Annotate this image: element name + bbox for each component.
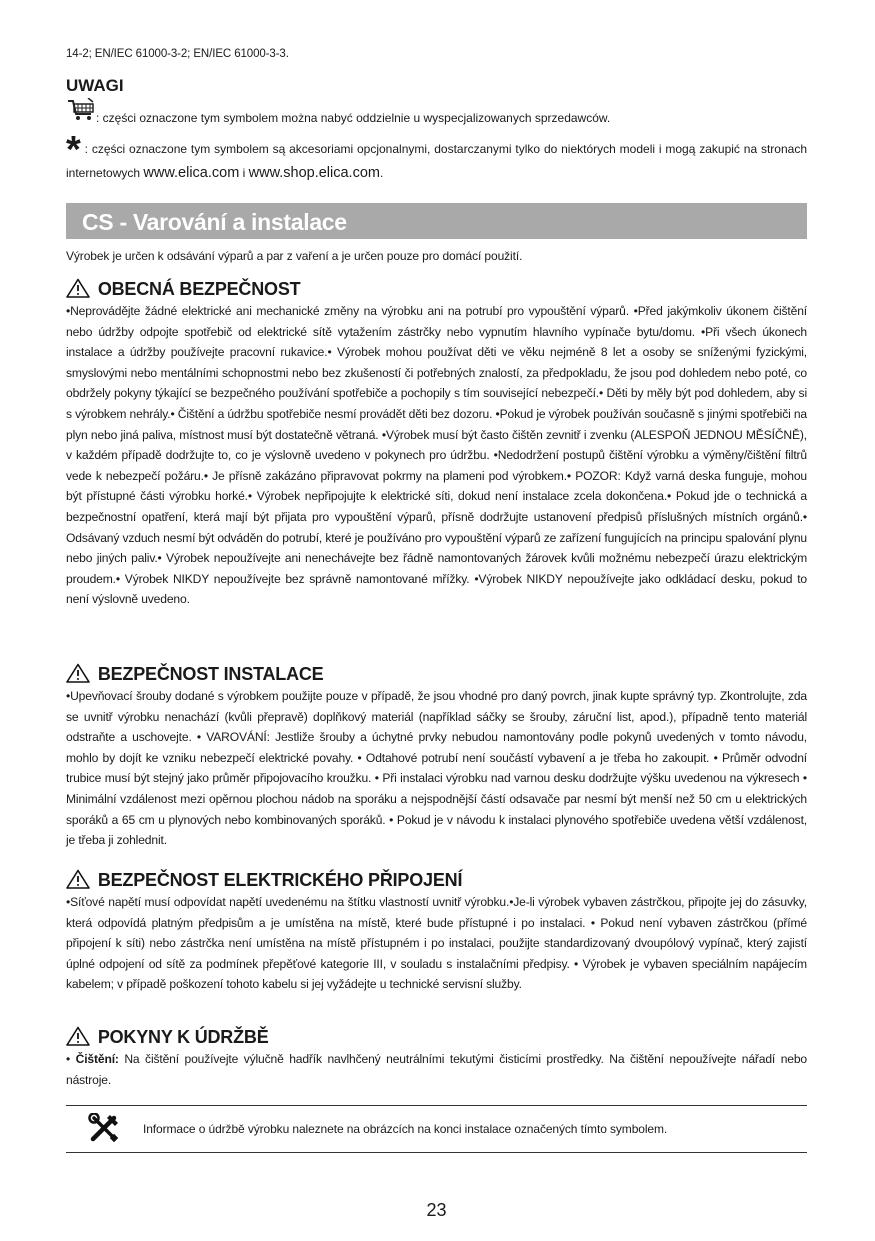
general-safety-text: •Neprovádějte žádné elektrické ani mechanické změny na výrobku ani na potrubí pro vypouštění výparů. •Před jakýmkoliv úkonem čištění nebo údržby odpojte spotřebič od elektrické sítě vytažením zástrčky nebo vypnutím hlavního vypínače bytu/domu. •Při všech úkonech instalace a údržby používejte pracovní rukavice.• Výrobek mohou používat děti ve věku nejméně 8 let a osoby se sníženými fyzickými, smyslovými nebo mentálními schopnostmi nebo bez zkušeností či potřebných znalostí, za předpokladu, že jsou pod dohledem nebo poté, co obdržely pokyny týkající se bezpečného používání spotřebiče a pochopily s tím související nebezpečí.• Děti by měly být pod dohledem, aby si s výrobkem nehrály.• Čištění a údržbu spotřebiče nesmí provádět děti bez dozoru. •Pokud je výrobek používán současně s jinými spotřebiči na plyn nebo jiná paliva, místnost musí být dostatečně větraná. •Výrobek musí být často čištěn zevnitř i zvenku (ALESPOŇ JEDNOU MĚSÍČNĚ), v každém případě dodržujte to, co je výslovně uvedeno v pokynech pro údržbu. •Nedodržení postupů čištění výrobku a výměny/čištění filtrů vede k nebezpečí požáru.• Je přísně zakázáno připravovat pokrmy na plameni pod výrobkem.• POZOR: Když varná deska funguje, mohou být přístupné části výrobku horké.• Výrobek nepřipojujte k elektrické síti, dokud není instalace zcela dokončena.• Pokud jde o technická a bezpečnostní opatření, která mají být přijata pro vypouštění výparů, přísně dodržujte ustanovení předpisů příslušných místních orgánů.• Odsávaný vzduch nesmí být odváděn do potrubí, které je používáno pro vypouštění výparů ze zařízení fungujících na principu spalování plynu nebo jiných paliv.• Výrobek nepoužívejte ani nenechávejte bez řádně namontovaných žárovek kvůli možnému nebezpečí úrazu elektrickým proudem.• Výrobek NIKDY nepoužívejte bez správně namontované mřížky. •Výrobek NIKDY nepoužívejte jako odkládací desku, pokud to není výslovně uvedeno. (66, 304, 807, 607)
cleaning-text: Na čištění používejte výlučně hadřík navlhčený neutrálními tekutými čisticími prostředky. Na čištění nepoužívejte nářadí nebo nástroje. (66, 1052, 808, 1087)
install-safety-text: •Upevňovací šrouby dodané s výrobkem použijte pouze v případě, že jsou vhodné pro daný povrch, jinak kupte správný typ. Zkontrolujte, zda se uvnitř výrobku nenachází (kvůli přepravě) doplňkový materiál (například sáčky se šrouby, záruční list, apod.), případně tento materiál odstraňte a uschovejte. • VAROVÁNÍ: Jestliže šrouby a úchytné prvky nebudou namontovány podle pokynů uvedených v tomto návodu, mohlo by dojít ke vzniku nebezpečí elektrické povahy. • Odtahové potrubí není součástí vybavení a je třeba ho zakoupit. • Průměr odvodní trubice musí být stejný jako průměr připojovacího kroužku. • Při instalaci výrobku nad varnou desku dodržujte výšku uvedenou na výkresech • Minimální vzdálenost mezi opěrnou plochou nádob na sporáku a nejspodnější částí odsavače par nesmí být menší než 50 cm u elektrických sporáků a 65 cm u plynových nebo kombinovaných sporáků. • Pokud je v návodu k instalaci plynového spotřebiče uvedena větší vzdálenost, je třeba ji zohlednit. (66, 689, 807, 848)
section-title: CS - Varování a instalace (82, 209, 347, 235)
install-safety-block (66, 662, 807, 851)
shopping-cart-icon (66, 98, 96, 128)
page-number: 23 (426, 1200, 447, 1220)
warning-triangle-icon (66, 870, 98, 890)
warning-triangle-icon (66, 664, 98, 684)
maintenance-title: POKYNY K ÚDRŽBĚ (97, 1027, 269, 1047)
section-header-bar (66, 203, 807, 239)
accessory-symbol-note (66, 129, 807, 183)
electrical-safety-heading (66, 868, 807, 892)
maintenance-heading (66, 1025, 807, 1049)
shop-elica-link[interactable]: www.shop.elica.com (248, 165, 380, 181)
general-safety-heading (66, 277, 807, 301)
electrical-safety-title: BEZPEČNOST ELEKTRICKÉHO PŘIPOJENÍ (97, 870, 463, 890)
elica-link[interactable]: www.elica.com (143, 165, 240, 181)
maintenance-info-box (66, 1105, 807, 1153)
section-intro: Výrobek je určen k odsávání výparů a par z vaření a je určen pouze pro domácí použití. (66, 249, 523, 263)
electrical-safety-block (66, 868, 807, 995)
standards-note: 14-2; EN/IEC 61000-3-2; EN/IEC 61000-3-3. (66, 48, 289, 60)
link-end: . (379, 166, 384, 180)
maintenance-block (66, 1025, 807, 1090)
cart-symbol-note (66, 98, 807, 128)
install-safety-title: BEZPEČNOST INSTALACE (97, 664, 324, 684)
maintenance-text (66, 1049, 807, 1090)
maintenance-info-text: Informace o údržbě výrobku naleznete na obrázcích na konci instalace označených tímto symbolem. (143, 1122, 668, 1136)
cart-symbol-text: : części oznaczone tym symbolem można nabyć oddzielnie u wyspecjalizowanych sprzedawców. (96, 111, 611, 125)
install-safety-heading (66, 662, 807, 686)
maintenance-bullet: • (66, 1052, 76, 1066)
accessory-symbol-text: : części oznaczone tym symbolem są akcesoriami opcjonalnymi, dostarczanymi tylko do niektórych modeli i mogą zakupić na stronach internetowych (66, 142, 807, 180)
warning-triangle-icon (66, 279, 98, 299)
link-joiner: i (239, 166, 249, 180)
tools-icon (88, 1113, 120, 1148)
uwagi-heading: UWAGI (66, 76, 124, 95)
general-safety-block (66, 277, 807, 610)
warning-triangle-icon (66, 1027, 98, 1047)
asterisk-icon: * (66, 129, 81, 171)
general-safety-title: OBECNÁ BEZPEČNOST (97, 279, 301, 299)
electrical-safety-text: •Síťové napětí musí odpovídat napětí uvedenému na štítku vlastností uvnitř výrobku.•Je-li výrobek vybaven zástrčkou, připojte jej do zásuvky, která odpovídá platným předpisům a je umístěna na místě, které bude přístupné i po instalaci. • Pokud není vybaven zástrčkou (přímé připojení k síti) nebo zástrčka není umístěna na místě přístupném i po instalaci, použijte standardizovaný dvoupólový vypínač, který zajistí úplné odpojení od sítě za podmínek přepěťové kategorie III, v souladu s instalačními předpisy. • Výrobek je vybaven speciálním napájecím kabelem; v případě poškození tohoto kabelu si jej vyžádejte u technické servisní služby. (66, 895, 807, 992)
cleaning-label: Čištění: (75, 1052, 119, 1066)
